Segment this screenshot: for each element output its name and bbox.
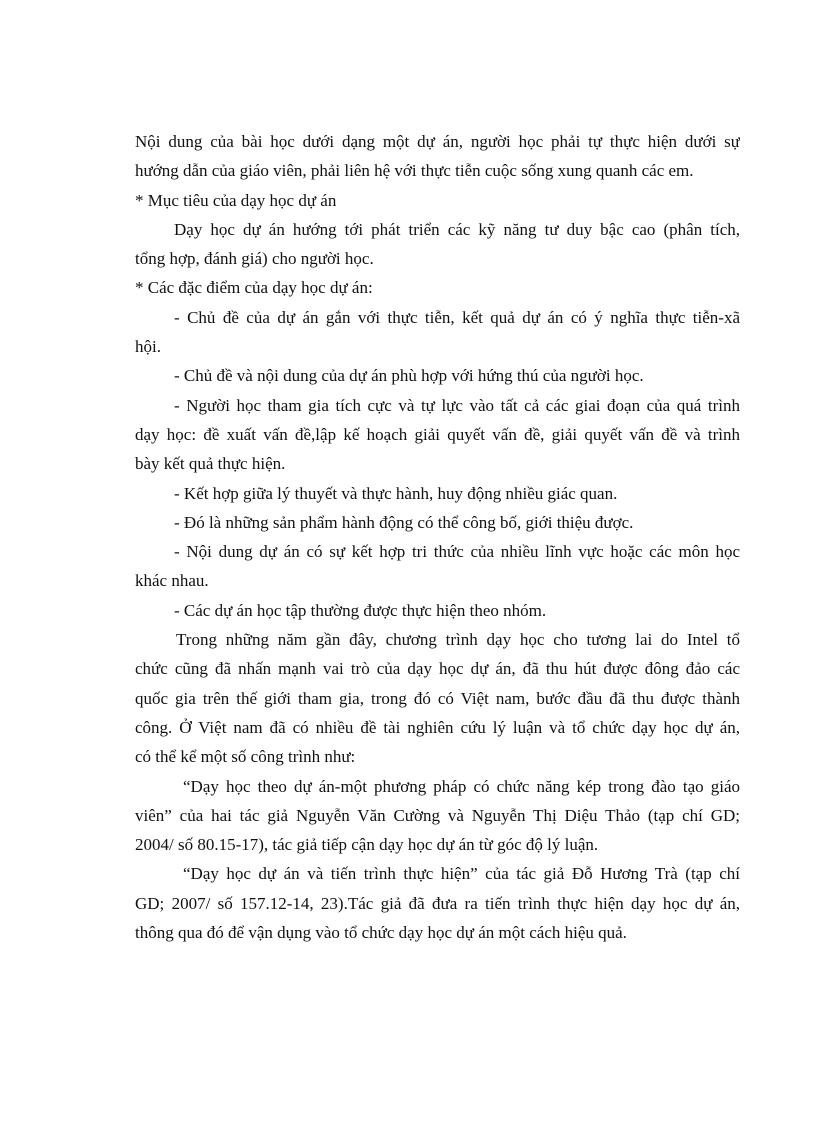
- text-line: GD; 2007/ số 157.12-14, 23).Tác giả đã đưa ra tiến trình thực hiện dạy học dự án,: [135, 893, 740, 913]
- heading-line: * Mục tiêu của dạy học dự án: [135, 190, 337, 210]
- text-line: Dạy học dự án hướng tới phát triển các kỹ năng tư duy bậc cao (phân tích,: [174, 219, 740, 239]
- list-item: [135, 391, 740, 479]
- list-item: [135, 303, 740, 362]
- text-line: viên” của hai tác giả Nguyễn Văn Cường và Nguyễn Thị Diệu Thảo (tạp chí GD;: [135, 805, 740, 825]
- text-line: “Dạy học dự án và tiến trình thực hiện” của tác giả Đỗ Hương Trà (tạp chí: [183, 864, 740, 884]
- text-line: - Đó là những sản phẩm hành động có thể công bố, giới thiệu được.: [174, 512, 634, 532]
- document-page: [135, 127, 740, 947]
- text-line: thông qua đó để vận dụng vào tổ chức dạy học dự án một cách hiệu quả.: [135, 923, 627, 943]
- paragraph-reference-1: [135, 772, 740, 860]
- text-line: - Kết hợp giữa lý thuyết và thực hành, huy động nhiều giác quan.: [174, 483, 618, 503]
- heading-line: * Các đặc điểm của dạy học dự án:: [135, 278, 373, 298]
- list-item: [135, 537, 740, 596]
- text-line: tổng hợp, đánh giá) cho người học.: [135, 249, 374, 269]
- text-line: quốc gia trên thế giới tham gia, trong đó có Việt nam, bước đầu đã thu được thành: [135, 688, 740, 708]
- list-item: [135, 361, 740, 390]
- text-line: bày kết quả thực hiện.: [135, 454, 286, 474]
- text-line: hướng dẫn của giáo viên, phải liên hệ với thực tiễn cuộc sống xung quanh các em.: [135, 161, 694, 181]
- text-line: Nội dung của bài học dưới dạng một dự án, người học phải tự thực hiện dưới sự: [135, 132, 740, 151]
- section-heading-objectives: [135, 186, 740, 215]
- text-line: khác nhau.: [135, 571, 209, 591]
- text-line: công. Ở Việt nam đã có nhiều đề tài nghiên cứu lý luận và tổ chức dạy học dự án,: [135, 717, 740, 737]
- text-line: “Dạy học theo dự án-một phương pháp có chức năng kép trong đào tạo giáo: [183, 776, 740, 796]
- paragraph-intel-program: [135, 625, 740, 771]
- text-line: có thể kể một số công trình như:: [135, 747, 356, 767]
- text-line: - Chủ đề và nội dung của dự án phù hợp với hứng thú của người học.: [174, 366, 644, 386]
- text-line: - Nội dung dự án có sự kết hợp tri thức của nhiều lĩnh vực hoặc các môn học: [174, 542, 740, 562]
- list-item: [135, 596, 740, 625]
- text-line: Trong những năm gần đây, chương trình dạy học cho tương lai do Intel tổ: [176, 630, 740, 650]
- paragraph-reference-2: [135, 859, 740, 947]
- paragraph-objectives: [135, 215, 740, 274]
- list-item: [135, 479, 740, 508]
- text-line: - Các dự án học tập thường được thực hiện theo nhóm.: [174, 600, 547, 620]
- section-heading-characteristics: [135, 273, 740, 302]
- text-line: - Người học tham gia tích cực và tự lực vào tất cả các giai đoạn của quá trình: [174, 395, 740, 415]
- list-item: [135, 508, 740, 537]
- text-line: chức cũng đã nhấn mạnh vai trò của dạy học dự án, đã thu hút được đông đảo các: [135, 659, 740, 679]
- text-line: dạy học: đề xuất vấn đề,lập kế hoạch giải quyết vấn đề, giải quyết vấn đề và trình: [135, 424, 740, 444]
- text-line: 2004/ số 80.15-17), tác giả tiếp cận dạy học dự án từ góc độ lý luận.: [135, 835, 599, 855]
- text-line: hội.: [135, 337, 161, 357]
- text-line: - Chủ đề của dự án gắn với thực tiễn, kết quả dự án có ý nghĩa thực tiễn-xã: [174, 307, 740, 327]
- paragraph-intro: [135, 127, 740, 186]
